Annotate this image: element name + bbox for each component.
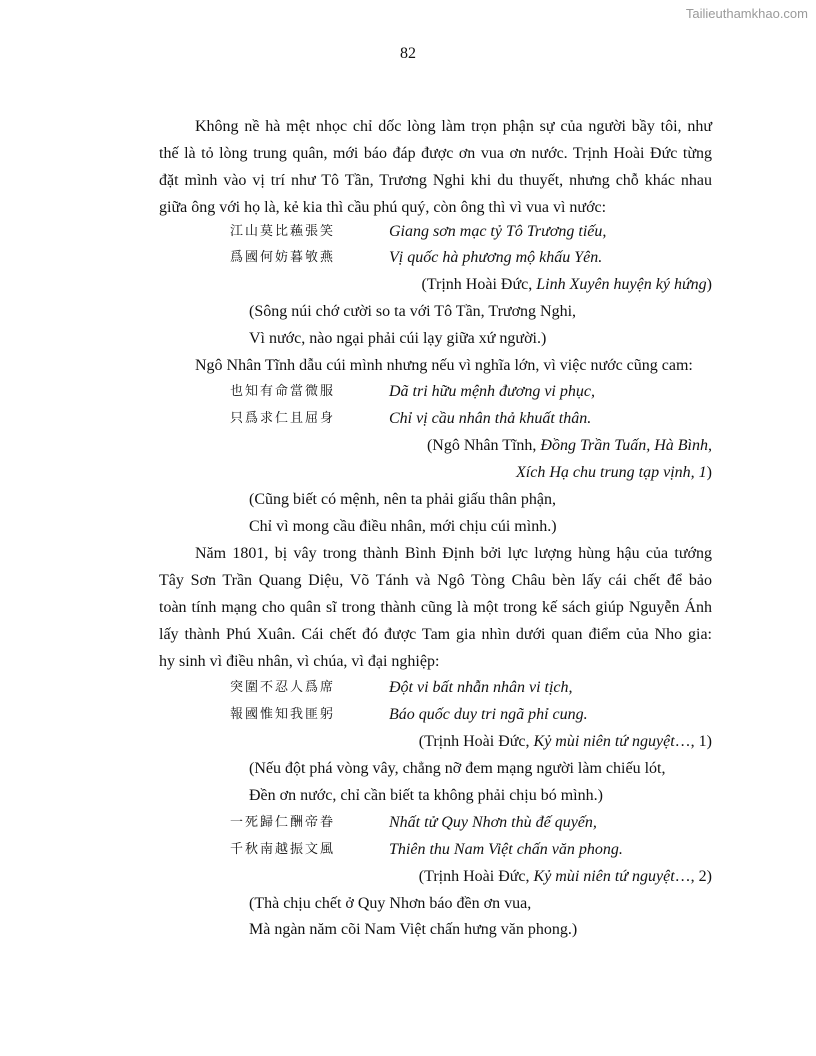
citation — [419, 732, 712, 752]
paragraph-line: lấy thành Phú Xuân. Cái chết đó được Tam gia nhìn dưới quan điểm của Nho gia: — [159, 626, 712, 643]
citation-end: …, 1) — [674, 733, 712, 750]
verse-vietnamese: Báo quốc duy tri ngã phỉ cung. — [389, 706, 588, 723]
paragraph-line: Năm 1801, bị vây trong thành Bình Định bởi lực lượng hùng hậu của tướng — [195, 545, 712, 562]
citation — [427, 436, 712, 456]
citation-work: Kỷ mùi niên tứ nguyệt — [533, 868, 675, 885]
verse-vietnamese: Giang sơn mạc tỷ Tô Trương tiếu, — [389, 223, 607, 240]
paragraph-line: đặt mình vào vị trí như Tô Tần, Trương Nghi khi du thuyết, nhưng chỗ khác nhau — [159, 172, 712, 189]
paragraph-line: Ngô Nhân Tĩnh dẫu cúi mình nhưng nếu vì nghĩa lớn, vì việc nước cũng cam: — [195, 357, 693, 374]
verse-vietnamese: Thiên thu Nam Việt chấn văn phong. — [389, 841, 623, 858]
citation-author: (Trịnh Hoài Đức, — [421, 276, 537, 293]
verse-chinese: 一死歸仁酬帝眷 — [230, 815, 336, 830]
citation-work: Linh Xuyên huyện ký hứng — [536, 276, 707, 293]
translation-line: Chỉ vì mong cầu điều nhân, mới chịu cúi mình.) — [249, 518, 557, 535]
verse-vietnamese: Dã tri hữu mệnh đương vi phục, — [389, 383, 595, 400]
citation-work: Đồng Trần Tuấn, Hà Bình, — [540, 437, 712, 454]
verse-chinese: 爲國何妨暮敂燕 — [230, 250, 336, 265]
translation-line: (Nếu đột phá vòng vây, chẳng nỡ đem mạng người làm chiếu lót, — [249, 760, 666, 777]
verse-vietnamese: Đột vi bất nhẫn nhân vi tịch, — [389, 679, 573, 696]
translation-line: Đền ơn nước, chỉ cần biết ta không phải chịu bó mình.) — [249, 787, 603, 804]
verse-chinese: 千秋南越振文風 — [230, 842, 336, 857]
verse-vietnamese: Nhất tử Quy Nhơn thù đế quyến, — [389, 814, 597, 831]
citation-author: (Trịnh Hoài Đức, — [418, 868, 534, 885]
verse-chinese: 報國惟知我匪躬 — [230, 707, 336, 722]
translation-line: Vì nước, nào ngại phải cúi lạy giữa xứ người.) — [249, 330, 547, 347]
watermark: Tailieuthamkhao.com — [685, 6, 808, 21]
paragraph-line: thế là tỏ lòng trung quân, mới báo đáp được ơn vua ơn nước. Trịnh Hoài Đức từng — [159, 145, 712, 162]
translation-line: (Cũng biết có mệnh, nên ta phải giấu thân phận, — [249, 491, 557, 508]
translation-line: Mà ngàn năm cõi Nam Việt chấn hưng văn phong.) — [249, 921, 578, 938]
translation-line: (Sông núi chớ cười so ta với Tô Tần, Trương Nghi, — [249, 303, 577, 320]
citation-author: (Ngô Nhân Tĩnh, — [426, 437, 541, 454]
citation — [516, 463, 712, 483]
page-number: 82 — [400, 45, 416, 62]
verse-chinese: 也知有命當微服 — [230, 384, 336, 399]
citation-author: (Trịnh Hoài Đức, — [418, 733, 534, 750]
paragraph-line: toàn tính mạng cho quân sĩ trong thành cũng là một trong kế sách giúp Nguyễn Ánh — [159, 599, 712, 616]
verse-vietnamese: Vị quốc hà phương mộ khấu Yên. — [389, 249, 603, 266]
paragraph-line: hy sinh vì điều nhân, vì chúa, vì đại nghiệp: — [159, 653, 440, 670]
paragraph-line: Không nề hà mệt nhọc chỉ dốc lòng làm trọn phận sự của người bầy tôi, như — [195, 118, 712, 135]
citation — [419, 867, 712, 887]
citation-end: ) — [706, 276, 712, 293]
verse-chinese: 只爲求仁且屈身 — [230, 411, 336, 426]
paragraph-line: giữa ông với họ là, kẻ kia thì cầu phú quý, còn ông thì vì vua vì nước: — [159, 199, 607, 216]
citation-end: …, 2) — [674, 868, 712, 885]
citation-work: Xích Hạ chu trung tạp vịnh, 1 — [516, 464, 707, 481]
citation-end: ) — [706, 464, 712, 481]
verse-chinese: 突圍不忍人爲席 — [230, 680, 336, 695]
verse-vietnamese: Chỉ vị cầu nhân thả khuất thân. — [389, 410, 592, 427]
translation-line: (Thà chịu chết ở Quy Nhơn báo đền ơn vua, — [249, 895, 532, 912]
citation — [421, 275, 712, 295]
paragraph-line: Tây Sơn Trần Quang Diệu, Võ Tánh và Ngô Tòng Châu bèn lấy cái chết để bảo — [159, 572, 712, 589]
citation-work: Kỷ mùi niên tứ nguyệt — [533, 733, 675, 750]
verse-chinese: 江山莫比蘓張笑 — [230, 224, 336, 239]
